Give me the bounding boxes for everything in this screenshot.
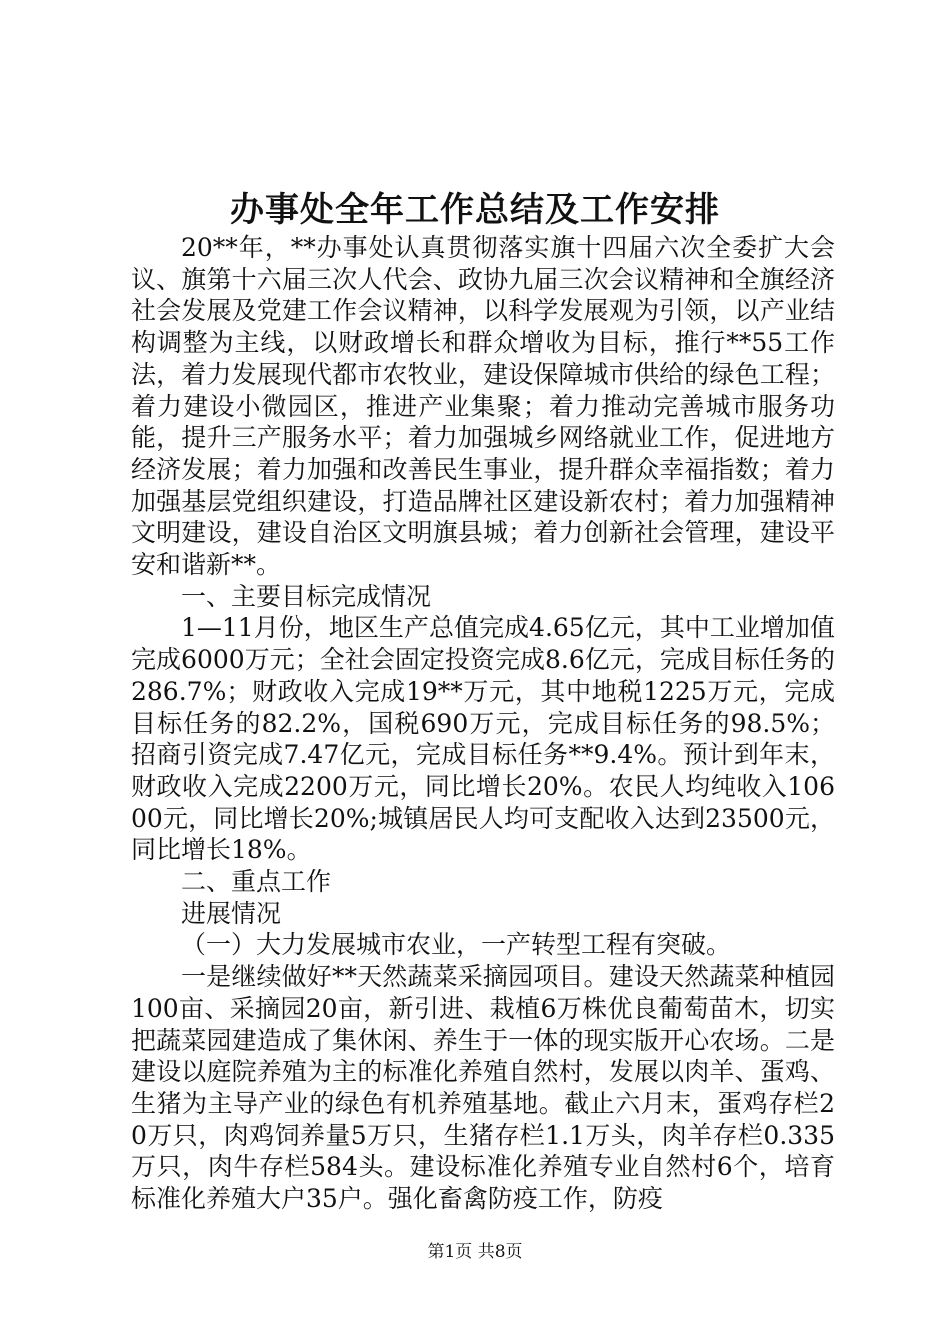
section-heading-progress: 进展情况 (181, 898, 282, 928)
paragraph-targets: 1—11月份，地区生产总值完成4.65亿元，其中工业增加值完成6000万元；全社会固定投资完成8.6亿元，完成目标任务的286.7%；财政收入完成19**万元，其中地税1225万元，完成目标任务的82.2%，国税690万元，完成目标任务的98.5%；招商引资完成7.47亿元，完成目标任务**9.4%。预计到年末，财政收入完成2200万元，同比增长20%。农民人均纯收入10600元，同比增长20%;城镇居民人均可支配收入达到23500元，同比增长18%。 (131, 613, 835, 865)
section-heading-main-targets: 一、主要目标完成情况 (181, 581, 432, 611)
subsection-heading-urban-agriculture: （一）大力发展城市农业，一产转型工程有突破。 (181, 930, 732, 960)
document-title: 办事处全年工作总结及工作安排 (230, 190, 720, 230)
paragraph-intro: 20**年，**办事处认真贯彻落实旗十四届六次全委扩大会议、旗第十六届三次人代会、政协九届三次会议精神和全旗经济社会发展及党建工作会议精神，以科学发展观为引领，以产业结构调整为主线，以财政增长和群众增收为目标，推行**55工作法，着力发展现代都市农牧业，建设保障城市供给的绿色工程；着力建设小微园区，推进产业集聚；着力推动完善城市服务功能，提升三产服务水平；着力加强城乡网络就业工作，促进地方经济发展；着力加强和改善民生事业，提升群众幸福指数；着力加强基层党组织建设，打造品牌社区建设新农村；着力加强精神文明建设，建设自治区文明旗县城；着力创新社会管理，建设平安和谐新**。 (131, 233, 835, 580)
document-body (131, 232, 835, 1215)
section-heading-key-work: 二、重点工作 (181, 867, 332, 897)
paragraph-agriculture-details: 一是继续做好**天然蔬菜采摘园项目。建设天然蔬菜种植园100亩、采摘园20亩，新引进、栽植6万株优良葡萄苗木，切实把蔬菜园建造成了集休闲、养生于一体的现实版开心农场。二是建设以庭院养殖为主的标准化养殖自然村，发展以肉羊、蛋鸡、生猪为主导产业的绿色有机养殖基地。截止六月末，蛋鸡存栏20万只，肉鸡饲养量5万只，生猪存栏1.1万头，肉羊存栏0.335万只，肉牛存栏584头。建设标准化养殖专业自然村6个，培育标准化养殖大户35户。强化畜禽防疫工作，防疫 (131, 962, 835, 1214)
page-number-footer: 第1页 共8页 (427, 1242, 523, 1262)
